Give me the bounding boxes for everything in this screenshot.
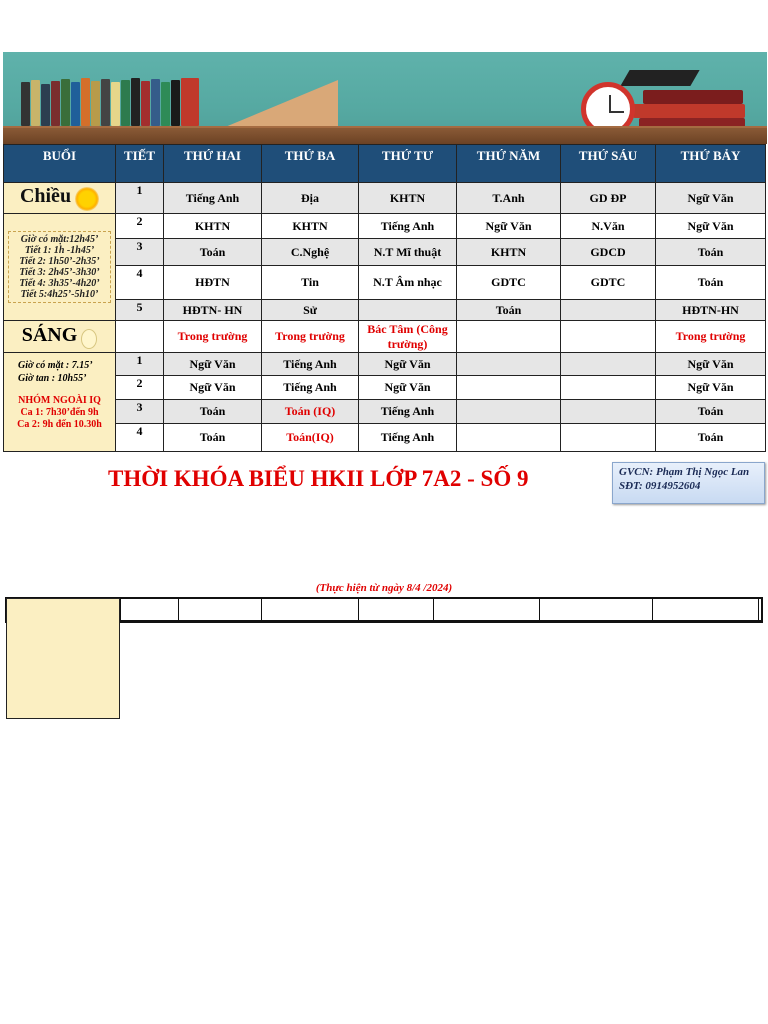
table-cell: KHTN	[359, 183, 457, 214]
col-tiet: TIẾT	[116, 145, 164, 183]
table-cell: HĐTN	[164, 266, 262, 300]
table-cell	[457, 376, 561, 400]
table-cell: Ngữ Văn	[656, 376, 766, 400]
table-cell: Tiếng Anh	[359, 424, 457, 452]
table-row	[4, 266, 766, 300]
table-cell: GD ĐP	[561, 183, 656, 214]
table-cell: HĐTN-HN	[656, 300, 766, 321]
table-cell: KHTN	[457, 239, 561, 266]
table-row	[4, 424, 766, 452]
table-cell: Ngữ Văn	[656, 214, 766, 239]
table-cell: Ngữ Văn	[164, 376, 262, 400]
table-row	[4, 353, 766, 376]
col-thu-ba: THỨ BA	[262, 145, 359, 183]
location-cell: Trong trường	[656, 321, 766, 353]
table-cell: Toán	[457, 300, 561, 321]
table-row	[4, 300, 766, 321]
teacher-info-box	[612, 462, 765, 504]
table-cell: Toán	[164, 239, 262, 266]
table-cell: Sử	[262, 300, 359, 321]
note-line: Giờ tan : 10h55’	[18, 373, 87, 384]
sun-icon	[75, 187, 99, 211]
table-cell	[457, 353, 561, 376]
table-cell: HĐTN- HN	[164, 300, 262, 321]
table-cell	[116, 321, 164, 353]
period-number: 2	[116, 376, 164, 400]
header-banner	[3, 52, 767, 144]
wooden-shelf	[3, 128, 767, 144]
table-cell: Toán	[164, 400, 262, 424]
period-number: 4	[116, 266, 164, 300]
table-cell: C.Nghệ	[262, 239, 359, 266]
period-number: 4	[116, 424, 164, 452]
table-cell	[561, 353, 656, 376]
table-cell: Ngữ Văn	[457, 214, 561, 239]
timetable	[3, 144, 766, 452]
page-title: THỜI KHÓA BIỂU HKII LỚP 7A2 - SỐ 9	[108, 466, 529, 491]
note-line: Giờ có mặt : 7.15’	[18, 360, 93, 371]
sang-schedule-notes	[4, 353, 116, 452]
table-cell	[561, 424, 656, 452]
table-cell: Toán	[656, 424, 766, 452]
table-cell: GDTC	[561, 266, 656, 300]
table-cell	[561, 376, 656, 400]
moon-icon	[81, 329, 97, 349]
location-cell	[561, 321, 656, 353]
timetable-header-row	[4, 145, 766, 183]
chieu-schedule-notes	[4, 214, 116, 321]
table-cell	[359, 300, 457, 321]
col-thu-bay: THỨ BẢY	[656, 145, 766, 183]
table-cell: Tiếng Anh	[359, 214, 457, 239]
table-cell: N.T Âm nhạc	[359, 266, 457, 300]
table-cell: Toán (IQ)	[262, 400, 359, 424]
teacher-phone: SĐT: 0914952604	[619, 480, 701, 492]
table-cell: Ngữ Văn	[359, 376, 457, 400]
book-stack-illustration	[643, 90, 743, 104]
col-thu-tu: THỨ TƯ	[359, 145, 457, 183]
col-thu-hai: THỨ HAI	[164, 145, 262, 183]
empty-side-panel	[6, 598, 120, 719]
teacher-name: GVCN: Phạm Thị Ngọc Lan	[619, 466, 750, 478]
period-number: 3	[116, 239, 164, 266]
table-cell: Ngữ Văn	[164, 353, 262, 376]
note-line: Giờ có mặt:12h45’	[20, 234, 99, 245]
period-number: 1	[116, 353, 164, 376]
table-row	[4, 321, 766, 353]
table-row	[4, 183, 766, 214]
note-line: Tiết 3: 2h45’-3h30’	[19, 267, 100, 278]
group-note: NHÓM NGOÀI IQ	[18, 395, 101, 406]
location-cell: Bác Tâm (Công trường)	[359, 321, 457, 353]
table-row	[4, 376, 766, 400]
table-cell: N.Văn	[561, 214, 656, 239]
sang-title: SÁNG	[21, 324, 78, 347]
location-cell	[457, 321, 561, 353]
period-number: 2	[116, 214, 164, 239]
note-line: Tiết 1: 1h -1h45’	[24, 245, 95, 256]
location-cell: Trong trường	[164, 321, 262, 353]
chieu-title: Chiều	[19, 184, 72, 207]
note-line: Tiết 5:4h25’-5h10’	[20, 289, 99, 300]
table-cell: GDCD	[561, 239, 656, 266]
col-buoi: BUỔI	[4, 145, 116, 183]
location-cell: Trong trường	[262, 321, 359, 353]
group-note: Ca 1: 7h30’đến 9h	[20, 407, 99, 418]
table-cell	[561, 300, 656, 321]
table-row	[4, 214, 766, 239]
table-cell: Toán	[656, 400, 766, 424]
table-cell	[561, 400, 656, 424]
table-cell: GDTC	[457, 266, 561, 300]
books-illustration	[21, 78, 199, 126]
period-number: 5	[116, 300, 164, 321]
table-cell: Tiếng Anh	[262, 376, 359, 400]
table-cell: KHTN	[262, 214, 359, 239]
graduation-cap-icon	[620, 70, 699, 86]
table-row	[4, 400, 766, 424]
table-cell: Ngữ Văn	[656, 183, 766, 214]
table-cell: Ngữ Văn	[359, 353, 457, 376]
table-cell: KHTN	[164, 214, 262, 239]
table-cell	[457, 424, 561, 452]
table-cell: Toán	[164, 424, 262, 452]
note-line: Tiết 2: 1h50’-2h35’	[19, 256, 100, 267]
table-cell	[457, 400, 561, 424]
table-cell: Địa	[262, 183, 359, 214]
chieu-label	[4, 183, 116, 214]
ruler-illustration	[218, 80, 338, 130]
period-number: 1	[116, 183, 164, 214]
table-cell: Tiếng Anh	[164, 183, 262, 214]
note-line: Tiết 4: 3h35’-4h20’	[19, 278, 100, 289]
table-row	[4, 239, 766, 266]
group-note: Ca 2: 9h đến 10.30h	[17, 419, 102, 430]
col-thu-nam: THỨ NĂM	[457, 145, 561, 183]
table-cell: Ngữ Văn	[656, 353, 766, 376]
col-thu-sau: THỨ SÁU	[561, 145, 656, 183]
table-cell: Tiếng Anh	[359, 400, 457, 424]
chieu-time-box	[8, 231, 111, 303]
sang-label	[4, 321, 116, 353]
period-number: 3	[116, 400, 164, 424]
table-cell: Tiếng Anh	[262, 353, 359, 376]
table-cell: T.Anh	[457, 183, 561, 214]
effective-date: (Thực hiện từ ngày 8/4 /2024)	[315, 582, 453, 594]
table-cell: Toán	[656, 266, 766, 300]
table-cell: Toán(IQ)	[262, 424, 359, 452]
table-cell: Toán	[656, 239, 766, 266]
table-cell: N.T Mĩ thuật	[359, 239, 457, 266]
table-cell: Tin	[262, 266, 359, 300]
